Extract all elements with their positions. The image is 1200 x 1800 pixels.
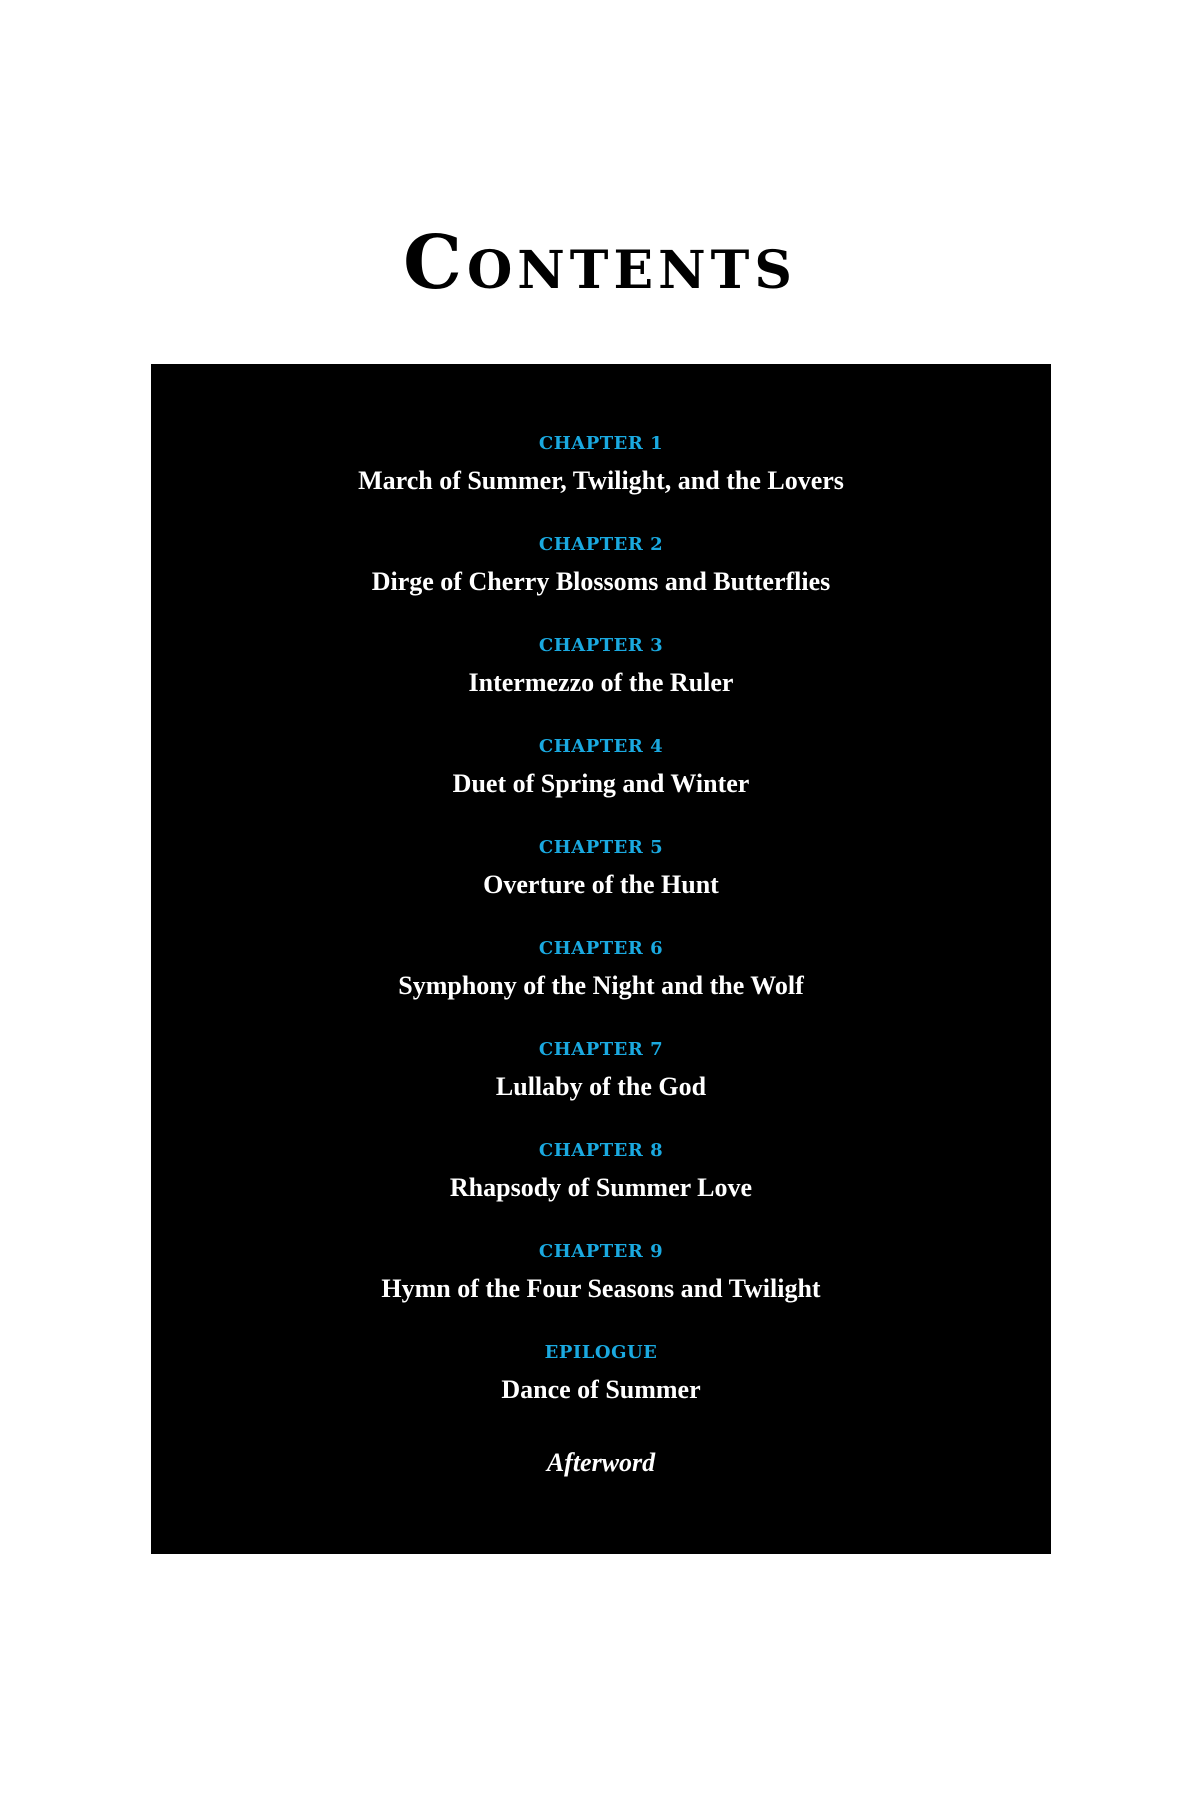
toc-entry-chapter-5[interactable] bbox=[151, 831, 1051, 932]
chapter-label: CHAPTER 3 bbox=[538, 635, 664, 656]
chapter-label: CHAPTER 7 bbox=[538, 1039, 664, 1060]
toc-panel bbox=[151, 364, 1051, 1554]
chapter-label: EPILOGUE bbox=[544, 1342, 658, 1363]
chapter-title: March of Summer, Twilight, and the Lovers bbox=[358, 466, 844, 495]
chapter-title: Symphony of the Night and the Wolf bbox=[398, 971, 804, 1000]
toc-entry-epilogue[interactable] bbox=[151, 1336, 1051, 1437]
chapter-label: CHAPTER 4 bbox=[538, 736, 664, 757]
chapter-title: Dance of Summer bbox=[501, 1375, 701, 1404]
chapter-label: CHAPTER 6 bbox=[538, 938, 664, 959]
chapter-label: CHAPTER 9 bbox=[538, 1241, 664, 1262]
toc-entry-chapter-8[interactable] bbox=[151, 1134, 1051, 1235]
chapter-title: Dirge of Cherry Blossoms and Butterflies bbox=[371, 567, 831, 596]
chapter-label: CHAPTER 2 bbox=[538, 534, 664, 555]
toc-entry-afterword[interactable]: Afterword bbox=[546, 1448, 656, 1477]
toc-entry-chapter-1[interactable] bbox=[151, 427, 1051, 528]
chapter-title: Rhapsody of Summer Love bbox=[449, 1173, 753, 1202]
toc-list bbox=[151, 427, 1051, 1437]
chapter-title: Hymn of the Four Seasons and Twilight bbox=[381, 1274, 821, 1303]
chapter-label: CHAPTER 5 bbox=[538, 837, 664, 858]
chapter-title: Intermezzo of the Ruler bbox=[468, 668, 734, 697]
chapter-title: Overture of the Hunt bbox=[483, 870, 719, 899]
chapter-title: Lullaby of the God bbox=[495, 1072, 707, 1101]
toc-entry-chapter-9[interactable] bbox=[151, 1235, 1051, 1336]
chapter-title: Duet of Spring and Winter bbox=[452, 769, 750, 798]
page-title: Contents bbox=[403, 220, 797, 306]
toc-entry-chapter-6[interactable] bbox=[151, 932, 1051, 1033]
chapter-label: CHAPTER 8 bbox=[538, 1140, 664, 1161]
toc-entry-chapter-4[interactable] bbox=[151, 730, 1051, 831]
toc-entry-chapter-3[interactable] bbox=[151, 629, 1051, 730]
chapter-label: CHAPTER 1 bbox=[538, 433, 664, 454]
toc-entry-chapter-2[interactable] bbox=[151, 528, 1051, 629]
toc-entry-chapter-7[interactable] bbox=[151, 1033, 1051, 1134]
